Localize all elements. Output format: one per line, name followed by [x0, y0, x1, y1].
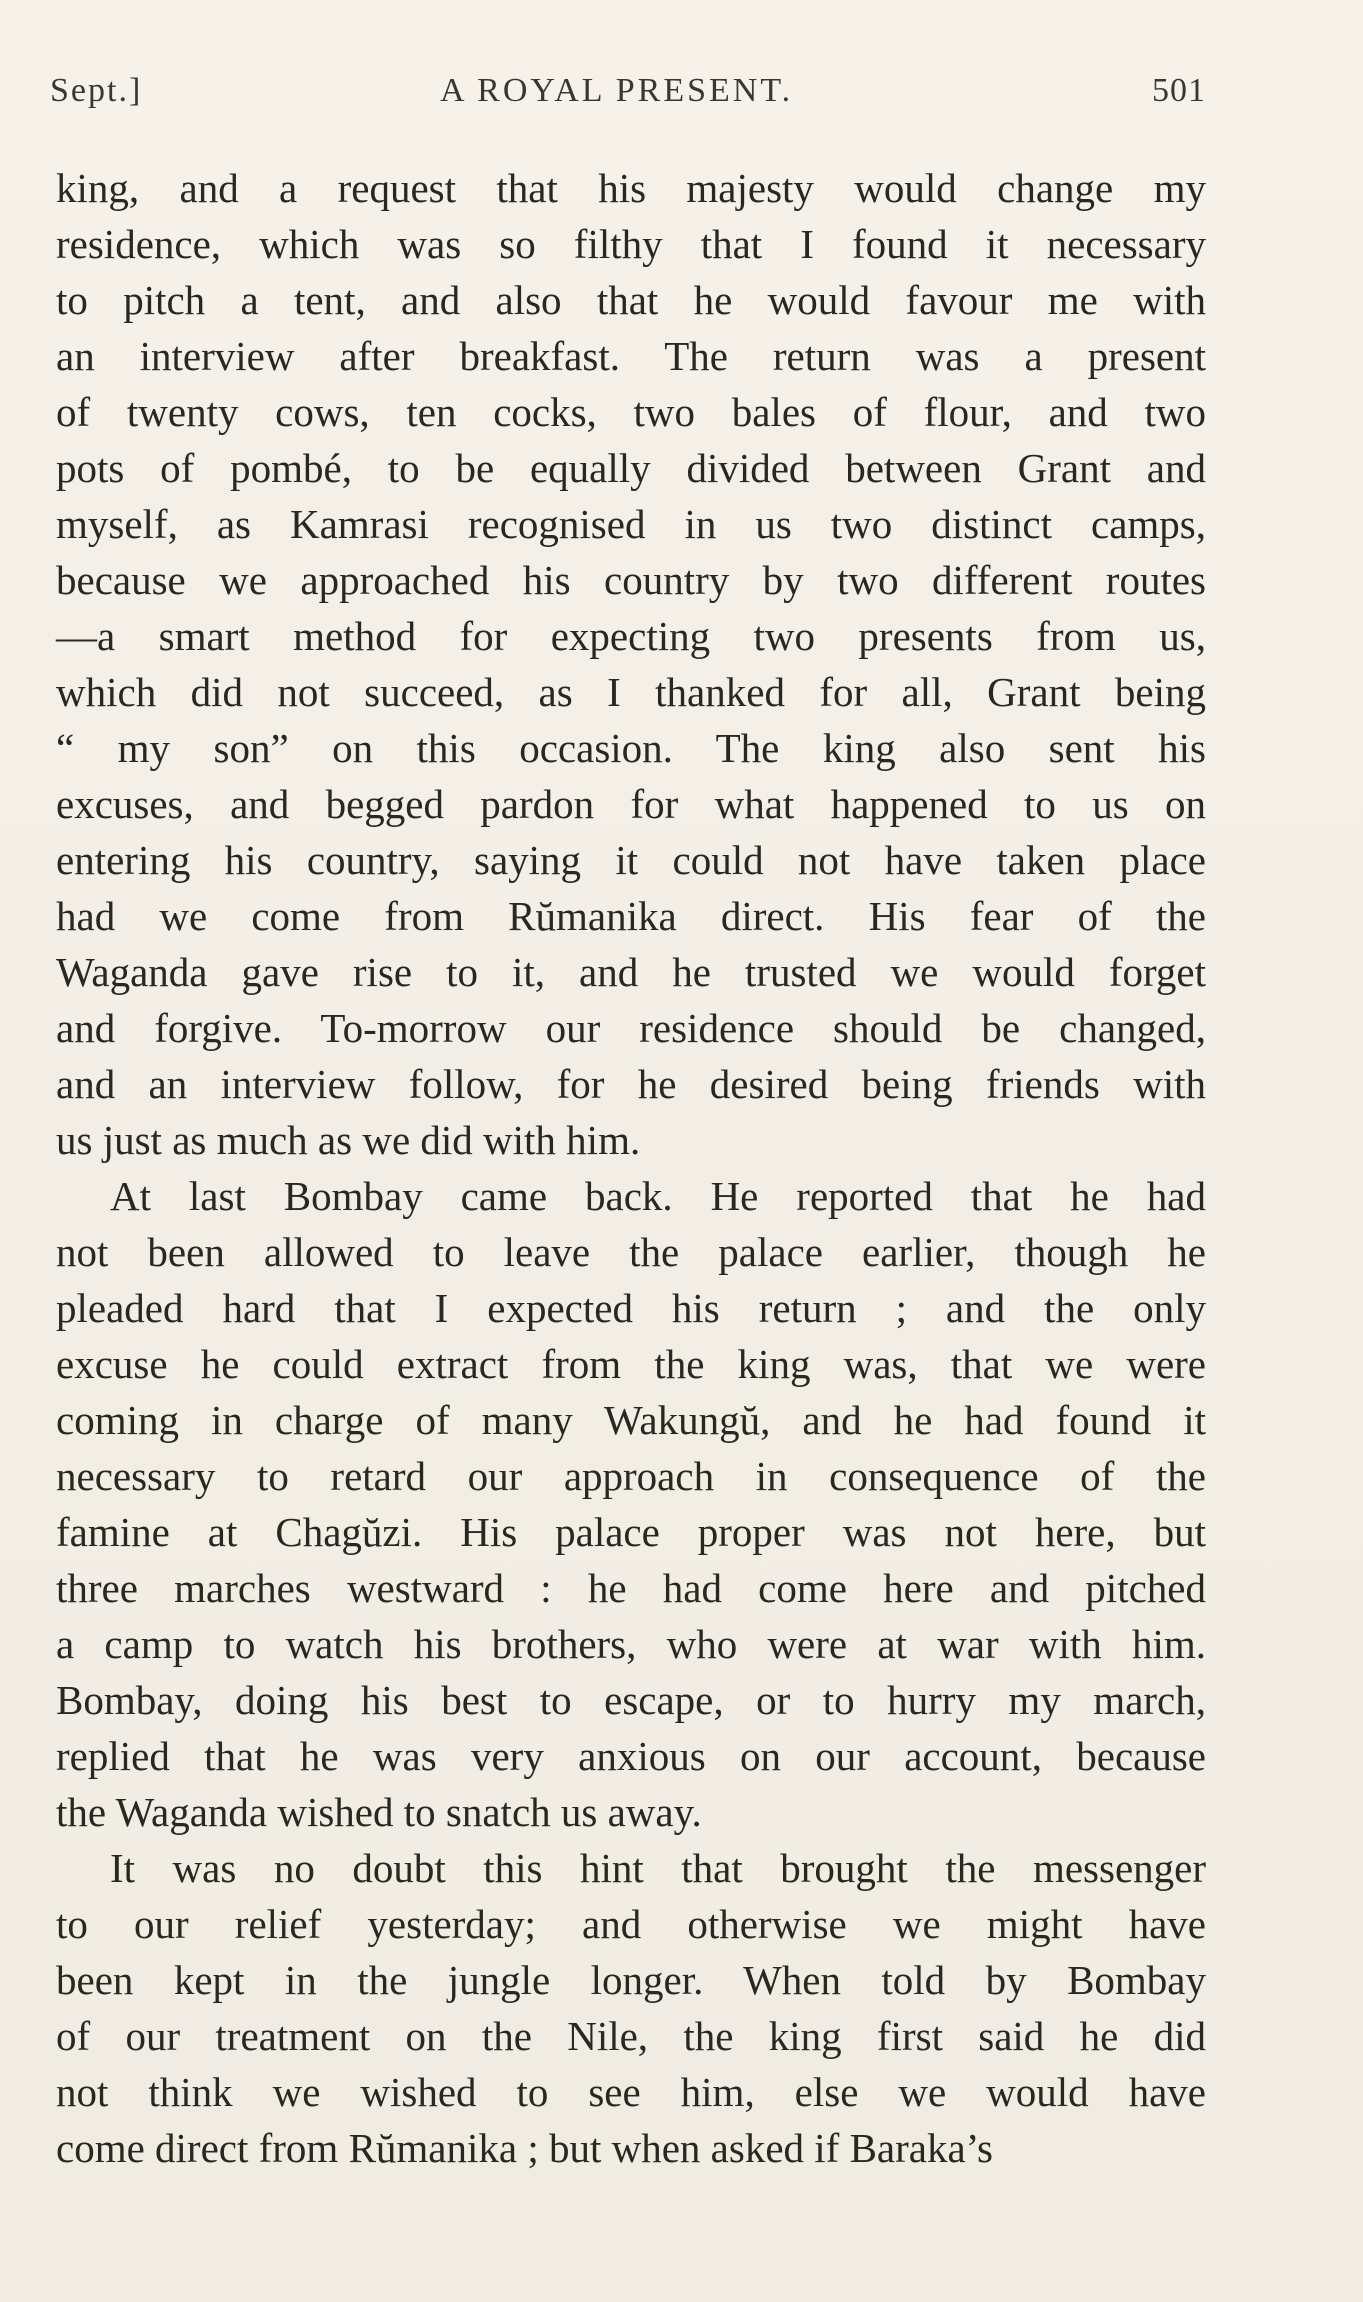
text-line: king, and a request that his majesty would change my	[56, 165, 1206, 211]
text-line: three marches westward : he had come here and pitched	[56, 1565, 1206, 1611]
text-line: to our relief yesterday; and otherwise we might have	[56, 1901, 1206, 1947]
text-line: not been allowed to leave the palace earlier, though he	[56, 1229, 1206, 1275]
text-line: —a smart method for expecting two presents from us,	[56, 613, 1206, 659]
page-number: 501	[1152, 72, 1206, 109]
text-line: to pitch a tent, and also that he would favour me with	[56, 277, 1206, 323]
running-head-title: A ROYAL PRESENT.	[440, 72, 794, 109]
text-line: the Waganda wished to snatch us away.	[56, 1789, 702, 1835]
body-text	[56, 160, 1206, 2176]
text-line: pots of pombé, to be equally divided between Grant and	[56, 445, 1206, 491]
text-line: entering his country, saying it could not have taken place	[56, 837, 1206, 883]
text-line: replied that he was very anxious on our account, because	[56, 1733, 1206, 1779]
text-line: been kept in the jungle longer. When told by Bombay	[56, 1957, 1206, 2003]
running-head-date: Sept.]	[50, 72, 143, 109]
text-line: pleaded hard that I expected his return ; and the only	[56, 1285, 1206, 1331]
text-line: residence, which was so filthy that I found it necessary	[56, 221, 1206, 267]
text-line: an interview after breakfast. The return was a present	[56, 333, 1206, 379]
text-line: a camp to watch his brothers, who were at war with him.	[56, 1621, 1206, 1667]
paragraph	[56, 160, 1206, 1168]
text-line: Waganda gave rise to it, and he trusted we would forget	[56, 949, 1206, 995]
text-line: “ my son” on this occasion. The king also sent his	[56, 725, 1206, 771]
text-line: not think we wished to see him, else we would have	[56, 2069, 1206, 2115]
paragraph	[56, 1840, 1206, 2176]
text-line: us just as much as we did with him.	[56, 1117, 641, 1163]
text-line: excuse he could extract from the king was, that we were	[56, 1341, 1206, 1387]
text-line: At last Bombay came back. He reported that he had	[110, 1173, 1206, 1219]
text-line: excuses, and begged pardon for what happened to us on	[56, 781, 1206, 827]
text-line: coming in charge of many Wakungŭ, and he had found it	[56, 1397, 1206, 1443]
text-line: which did not succeed, as I thanked for all, Grant being	[56, 669, 1206, 715]
running-head	[50, 72, 1206, 122]
text-line: come direct from Rŭmanika ; but when asked if Baraka’s	[56, 2125, 994, 2171]
text-line: famine at Chagŭzi. His palace proper was not here, but	[56, 1509, 1206, 1555]
text-line: of our treatment on the Nile, the king first said he did	[56, 2013, 1206, 2059]
text-line: and an interview follow, for he desired being friends with	[56, 1061, 1206, 1107]
text-line: It was no doubt this hint that brought the messenger	[110, 1845, 1206, 1891]
text-line: and forgive. To-morrow our residence should be changed,	[56, 1005, 1206, 1051]
text-line: necessary to retard our approach in consequence of the	[56, 1453, 1206, 1499]
text-line: of twenty cows, ten cocks, two bales of flour, and two	[56, 389, 1206, 435]
text-line: because we approached his country by two different routes	[56, 557, 1206, 603]
text-line: myself, as Kamrasi recognised in us two distinct camps,	[56, 501, 1206, 547]
text-line: Bombay, doing his best to escape, or to hurry my march,	[56, 1677, 1206, 1723]
paragraph	[56, 1168, 1206, 1840]
text-line: had we come from Rŭmanika direct. His fear of the	[56, 893, 1206, 939]
